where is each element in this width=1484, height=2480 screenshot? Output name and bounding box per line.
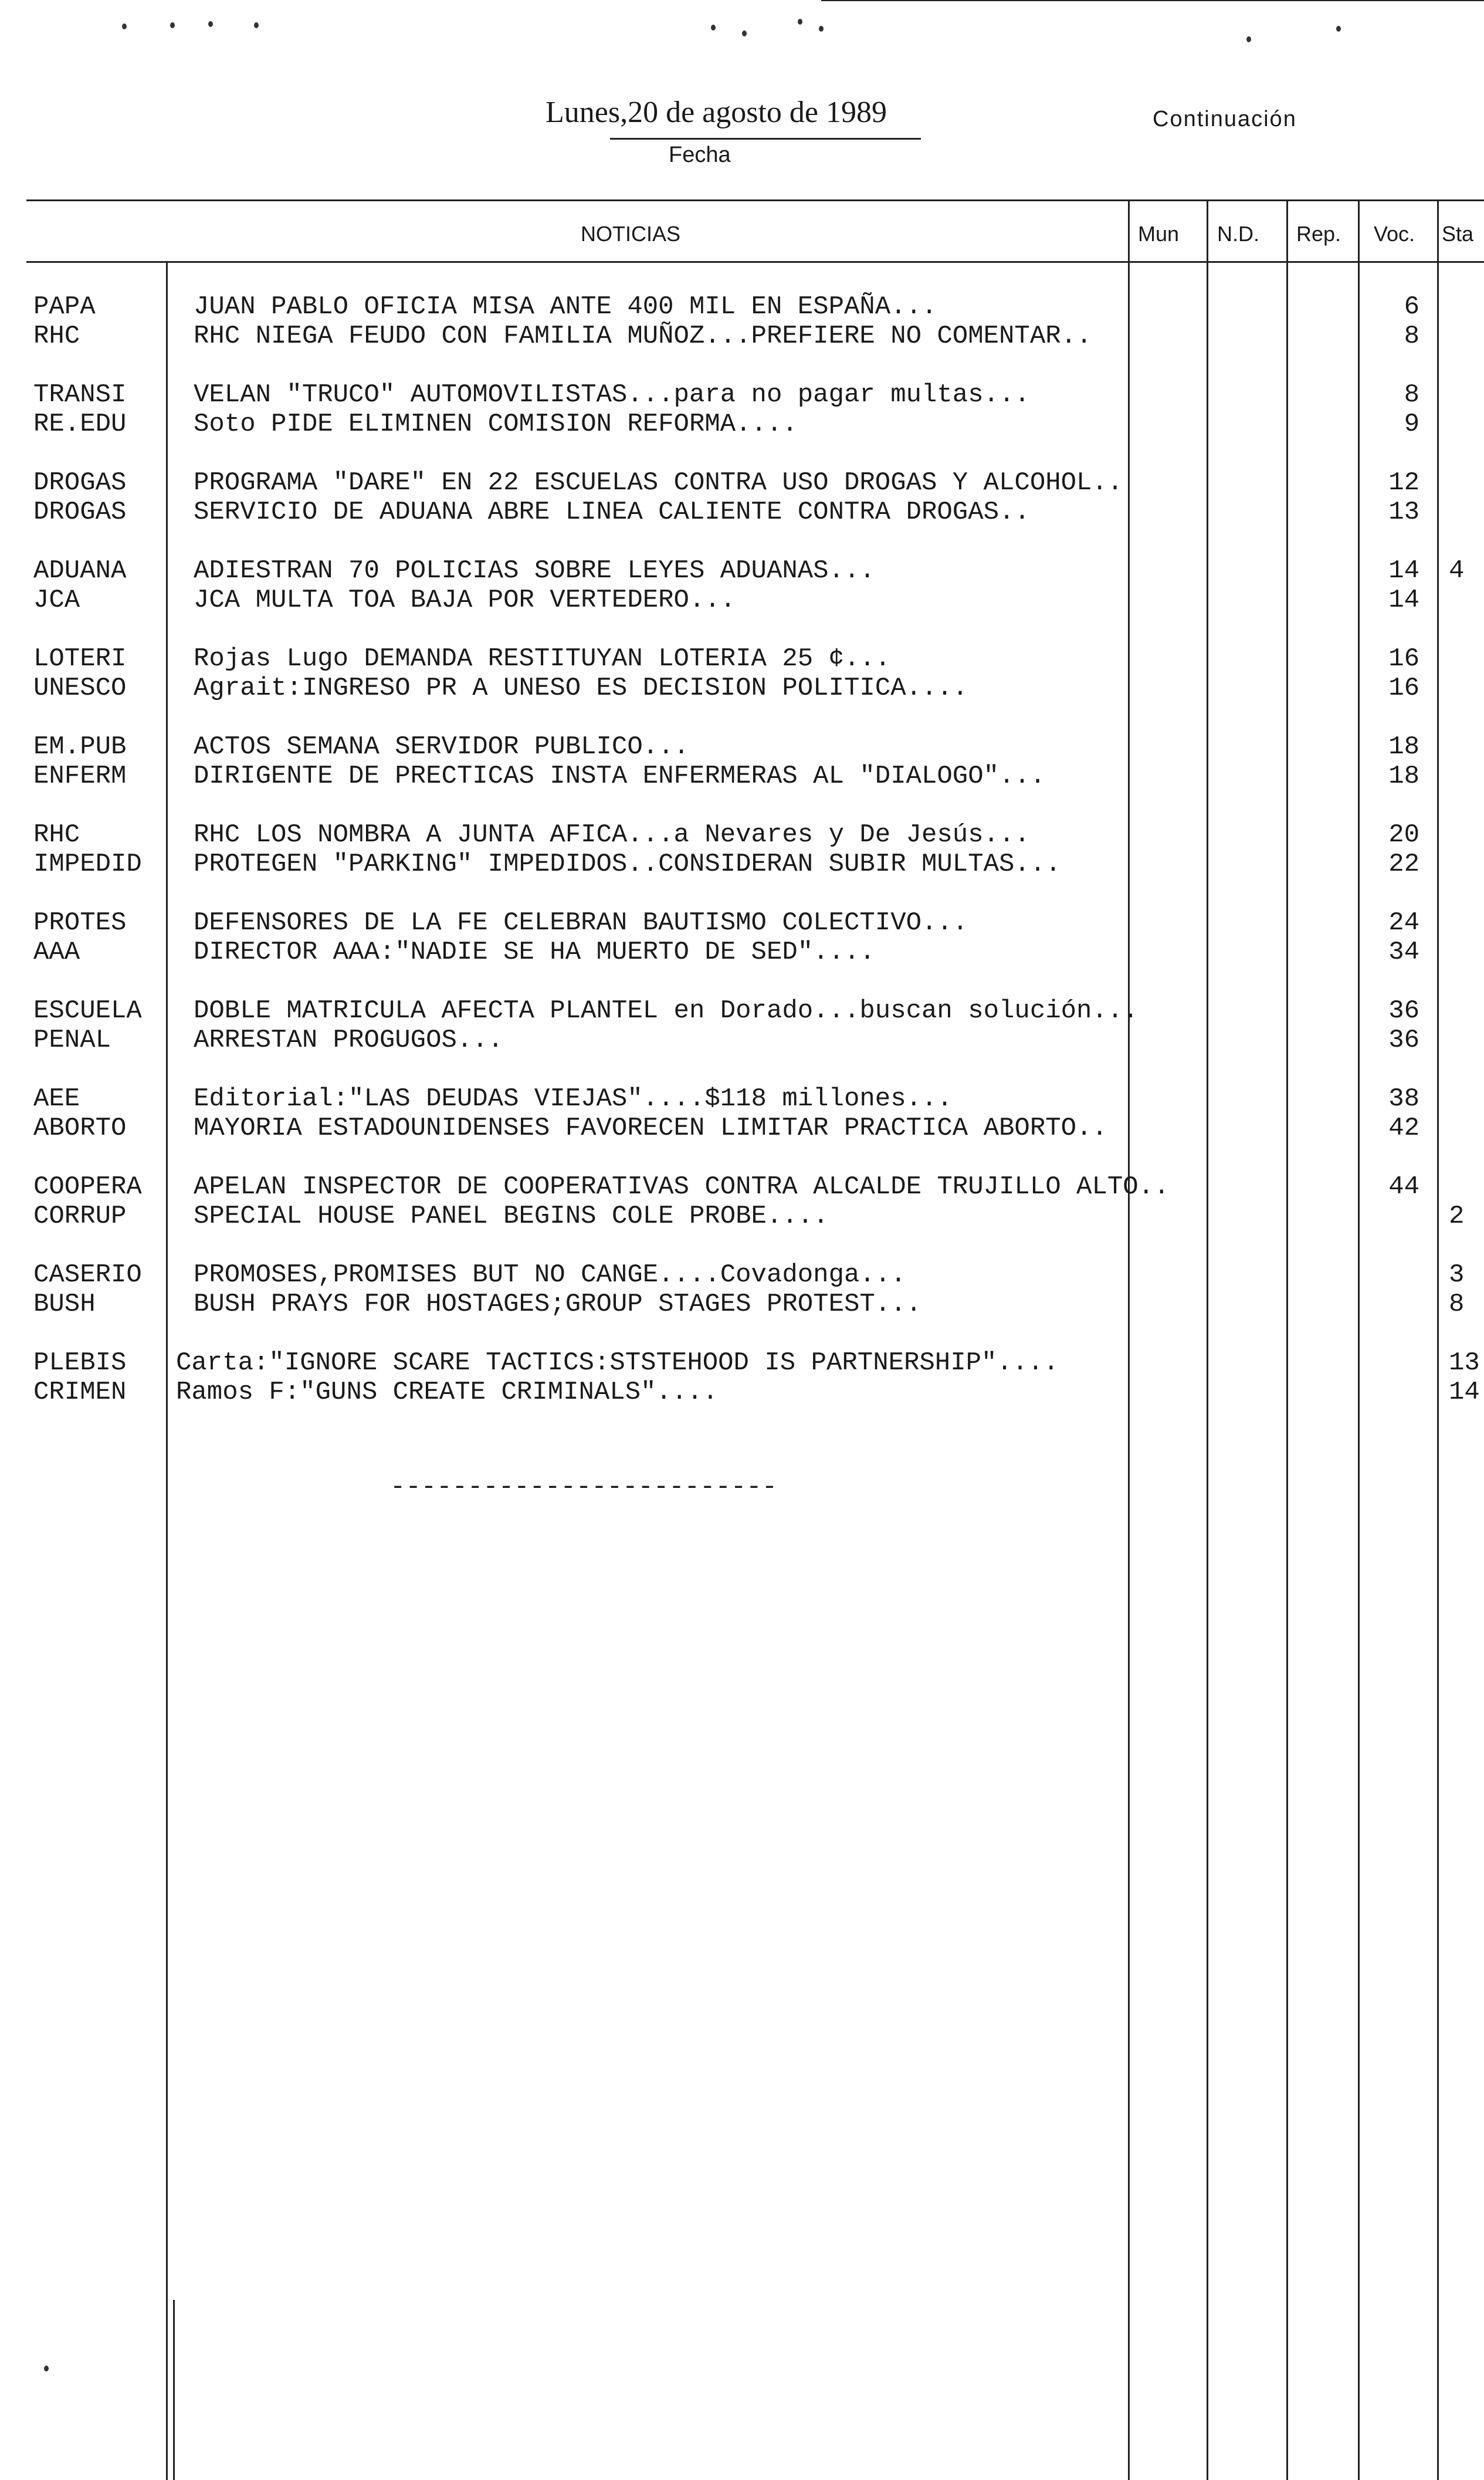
news-row [0, 1202, 1484, 1231]
news-row [0, 410, 1484, 439]
column-header-rep: Rep. [1296, 222, 1341, 246]
topic-code: CASERIO [33, 1260, 142, 1290]
column-divider-sta [1437, 199, 1439, 2480]
scan-speck [742, 31, 747, 36]
topic-code: LOTERI [33, 644, 127, 674]
sta-page: 14 [1449, 1378, 1480, 1407]
column-header-voc: Voc. [1374, 222, 1415, 246]
scan-speck [122, 23, 127, 29]
voc-page: 18 [1388, 732, 1419, 762]
topic-code: BUSH [33, 1290, 96, 1319]
voc-page: 22 [1388, 850, 1419, 879]
sta-page: 13 [1449, 1348, 1480, 1378]
scan-speck [170, 22, 175, 28]
news-row [0, 468, 1484, 498]
topic-code: ADUANA [33, 556, 127, 586]
continuation-label: Continuación [1153, 107, 1297, 131]
scan-speck [208, 21, 213, 27]
headline: JCA MULTA TOA BAJA POR VERTEDERO... [194, 586, 736, 615]
voc-page: 18 [1388, 762, 1419, 791]
voc-page: 8 [1404, 322, 1419, 351]
headline: DEFENSORES DE LA FE CELEBRAN BAUTISMO COLECTIVO... [194, 908, 968, 938]
voc-page: 16 [1388, 674, 1419, 703]
news-row [0, 996, 1484, 1026]
headline: VELAN "TRUCO" AUTOMOVILISTAS...para no pagar multas... [194, 380, 1030, 410]
sta-page: 2 [1449, 1202, 1465, 1231]
table-top-rule [26, 199, 1484, 201]
voc-page: 13 [1388, 498, 1419, 527]
headline: DIRIGENTE DE PRECTICAS INSTA ENFERMERAS AL "DIALOGO"... [194, 762, 1046, 791]
topic-code: PROTES [33, 908, 127, 938]
headline: Carta:"IGNORE SCARE TACTICS:STSTEHOOD IS PARTNERSHIP".... [176, 1348, 1059, 1378]
headline: Editorial:"LAS DEUDAS VIEJAS"....$118 millones... [194, 1084, 953, 1114]
topic-code: RHC [33, 820, 80, 850]
headline: DOBLE MATRICULA AFECTA PLANTEL en Dorado...buscan solución... [194, 996, 1139, 1026]
news-row [0, 938, 1484, 967]
news-row [0, 322, 1484, 351]
voc-page: 16 [1388, 644, 1419, 674]
sta-page: 8 [1449, 1290, 1465, 1319]
voc-page: 14 [1388, 556, 1419, 586]
scan-speck [819, 26, 824, 32]
topic-code: EM.PUB [33, 732, 127, 762]
headline: Rojas Lugo DEMANDA RESTITUYAN LOTERIA 25 ¢... [194, 644, 891, 674]
news-row [0, 1378, 1484, 1407]
topic-code: RE.EDU [33, 410, 127, 439]
news-row [0, 908, 1484, 938]
scan-speck [1336, 26, 1341, 32]
scan-speck [798, 19, 802, 25]
news-row [0, 1026, 1484, 1055]
headline: DIRECTOR AAA:"NADIE SE HA MUERTO DE SED".... [194, 938, 875, 967]
news-row [0, 820, 1484, 850]
topic-code: ESCUELA [33, 996, 142, 1026]
headline: Agrait:INGRESO PR A UNESO ES DECISION POLITICA.... [194, 674, 968, 703]
end-of-list-marker: ------------------------- [390, 1473, 778, 1502]
voc-page: 9 [1404, 410, 1419, 439]
sta-page: 3 [1449, 1260, 1465, 1290]
news-row [0, 292, 1484, 322]
voc-page: 34 [1388, 938, 1419, 967]
scan-speck [254, 22, 259, 28]
scan-speck [1246, 36, 1251, 42]
news-row [0, 674, 1484, 703]
date-underline [610, 138, 921, 140]
column-divider-rep [1286, 199, 1288, 2480]
news-row [0, 644, 1484, 674]
voc-page: 38 [1388, 1084, 1419, 1114]
news-row [0, 1114, 1484, 1143]
column-divider-voc [1358, 199, 1360, 2480]
voc-page: 36 [1388, 1026, 1419, 1055]
column-header-mun: Mun [1138, 222, 1180, 246]
topic-code: DROGAS [33, 498, 127, 527]
voc-page: 42 [1388, 1114, 1419, 1143]
table-header-rule [26, 261, 1484, 263]
voc-page: 8 [1404, 380, 1419, 410]
voc-page: 44 [1388, 1172, 1419, 1202]
news-row [0, 850, 1484, 879]
news-row [0, 1172, 1484, 1202]
topic-code: DROGAS [33, 468, 127, 498]
topic-code: PENAL [33, 1026, 111, 1055]
voc-page: 24 [1388, 908, 1419, 938]
headline: ARRESTAN PROGUGOS... [194, 1026, 504, 1055]
headline: MAYORIA ESTADOUNIDENSES FAVORECEN LIMITAR PRACTICA ABORTO.. [194, 1114, 1107, 1143]
topic-code: CORRUP [33, 1202, 127, 1231]
topic-code: ABORTO [33, 1114, 127, 1143]
column-divider-mun [1128, 199, 1130, 2480]
news-row [0, 1084, 1484, 1114]
headline: ACTOS SEMANA SERVIDOR PUBLICO... [194, 732, 689, 762]
topic-code: PLEBIS [33, 1348, 127, 1378]
headline: Ramos F:"GUNS CREATE CRIMINALS".... [176, 1378, 719, 1407]
news-row [0, 556, 1484, 586]
page-date: Lunes,20 de agosto de 1989 [546, 96, 887, 129]
top-edge-line [821, 0, 1484, 1]
scan-speck [711, 25, 716, 31]
news-row [0, 380, 1484, 410]
headline: ADIESTRAN 70 POLICIAS SOBRE LEYES ADUANAS... [194, 556, 875, 586]
voc-page: 14 [1388, 586, 1419, 615]
headline: SPECIAL HOUSE PANEL BEGINS COLE PROBE.... [194, 1202, 829, 1231]
news-row [0, 762, 1484, 791]
voc-page: 36 [1388, 996, 1419, 1026]
news-row [0, 1348, 1484, 1378]
headline: RHC NIEGA FEUDO CON FAMILIA MUÑOZ...PREFIERE NO COMENTAR.. [194, 322, 1092, 351]
sta-page: 4 [1449, 556, 1465, 586]
column-header-nd: N.D. [1217, 222, 1259, 246]
news-row [0, 732, 1484, 762]
column-header-noticias: NOTICIAS [581, 222, 681, 246]
news-row [0, 1260, 1484, 1290]
column-divider-nd [1207, 199, 1208, 2480]
topic-code: AEE [33, 1084, 80, 1114]
news-row [0, 498, 1484, 527]
topic-code: PAPA [33, 292, 96, 322]
headline: PROMOSES,PROMISES BUT NO CANGE....Covadonga... [194, 1260, 906, 1290]
headline: BUSH PRAYS FOR HOSTAGES;GROUP STAGES PROTEST... [194, 1290, 922, 1319]
topic-code: UNESCO [33, 674, 127, 703]
topic-code: TRANSI [33, 380, 127, 410]
headline: JUAN PABLO OFICIA MISA ANTE 400 MIL EN ESPAÑA... [194, 292, 937, 322]
news-row [0, 586, 1484, 615]
voc-page: 20 [1388, 820, 1419, 850]
headline: SERVICIO DE ADUANA ABRE LINEA CALIENTE CONTRA DROGAS.. [194, 498, 1030, 527]
topic-code: RHC [33, 322, 80, 351]
topic-code: COOPERA [33, 1172, 142, 1202]
headline: RHC LOS NOMBRA A JUNTA AFICA...a Nevares y De Jesús... [194, 820, 1030, 850]
topic-code: CRIMEN [33, 1378, 127, 1407]
topic-code: IMPEDID [33, 850, 142, 879]
headline: Soto PIDE ELIMINEN COMISION REFORMA.... [194, 410, 798, 439]
topic-code: ENFERM [33, 762, 127, 791]
date-caption: Fecha [669, 143, 731, 167]
news-row [0, 1290, 1484, 1319]
headline: PROTEGEN "PARKING" IMPEDIDOS..CONSIDERAN SUBIR MULTAS... [194, 850, 1061, 879]
column-divider-code-inner [173, 2300, 175, 2480]
headline: APELAN INSPECTOR DE COOPERATIVAS CONTRA ALCALDE TRUJILLO ALTO.. [194, 1172, 1170, 1202]
column-header-sta: Sta [1442, 222, 1474, 246]
voc-page: 12 [1388, 468, 1419, 498]
topic-code: AAA [33, 938, 80, 967]
scan-speck [44, 2366, 49, 2371]
topic-code: JCA [33, 586, 80, 615]
voc-page: 6 [1404, 292, 1419, 322]
headline: PROGRAMA "DARE" EN 22 ESCUELAS CONTRA USO DROGAS Y ALCOHOL.. [194, 468, 1123, 498]
